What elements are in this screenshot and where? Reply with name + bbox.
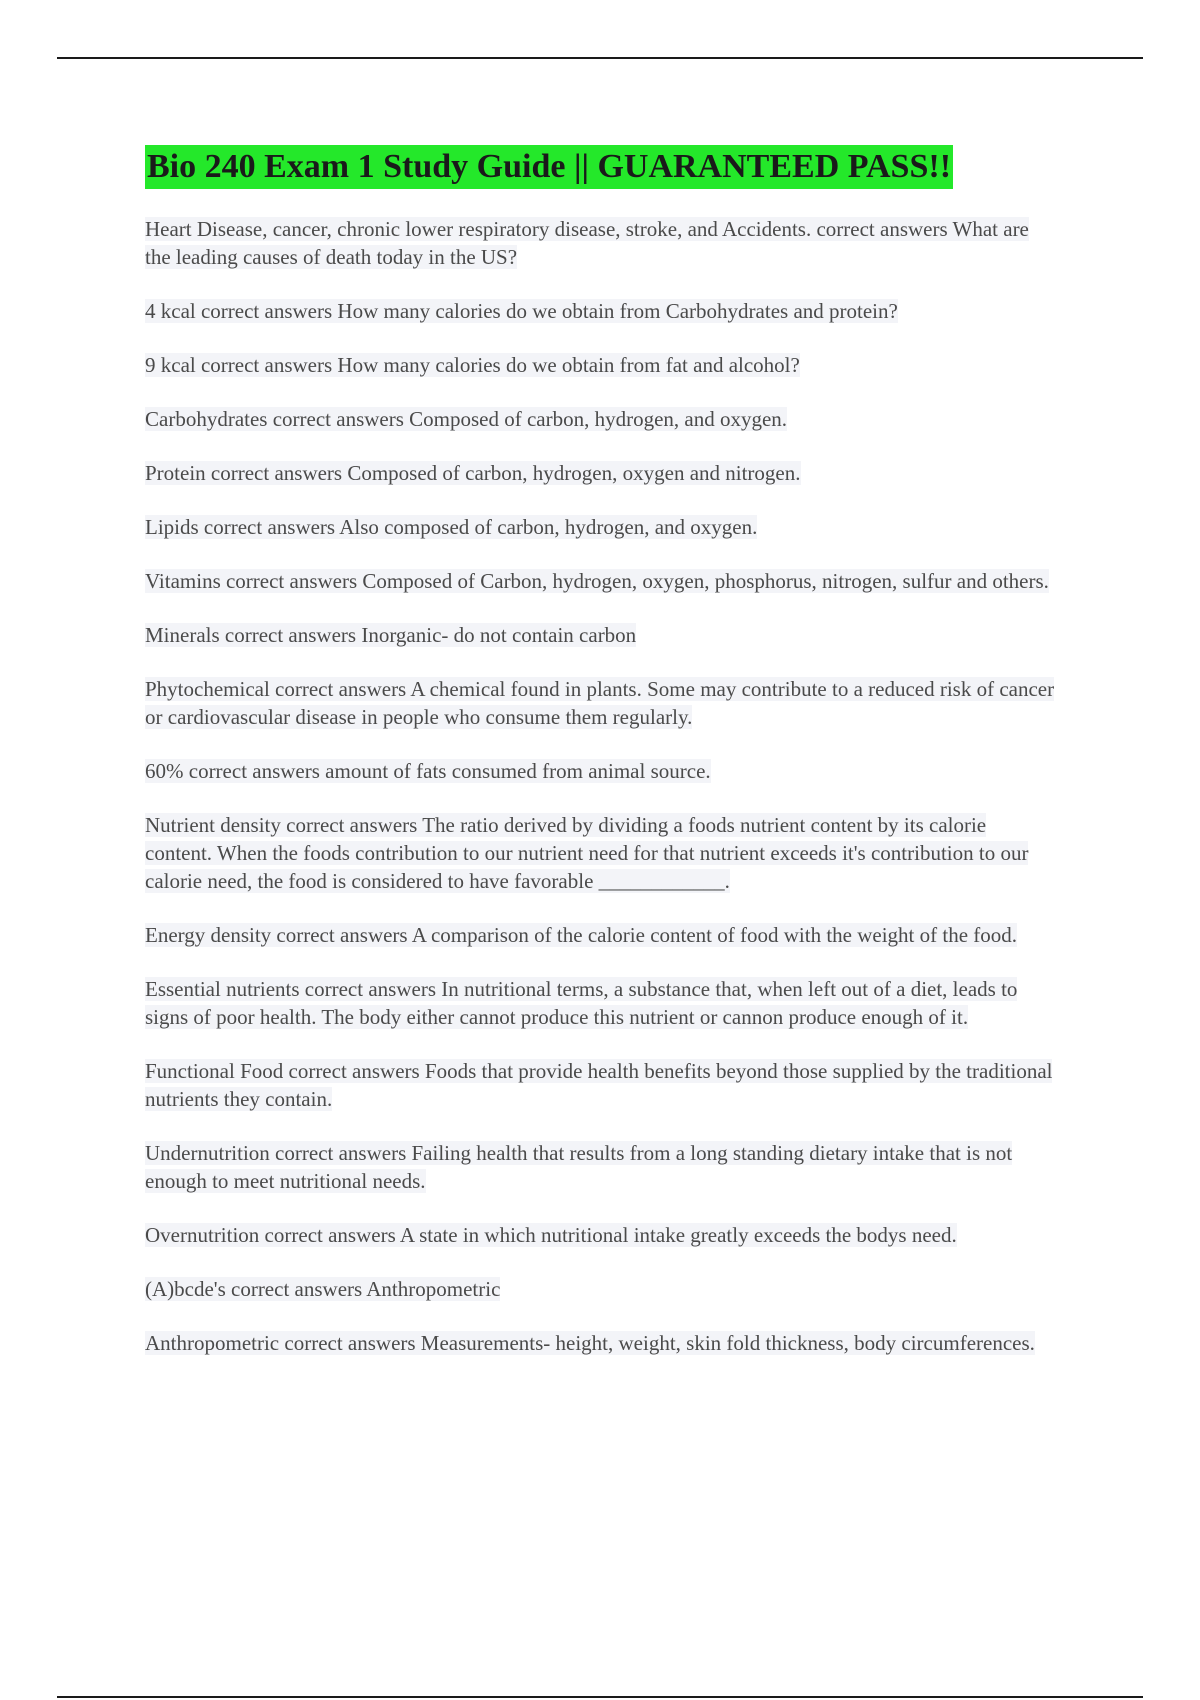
qa-entry-text: Vitamins correct answers Composed of Carbon, hydrogen, oxygen, phosphorus, nitrogen, sulfur and others. bbox=[145, 569, 1049, 593]
qa-entry bbox=[145, 1329, 1055, 1357]
qa-list bbox=[145, 215, 1055, 1357]
qa-entry bbox=[145, 811, 1055, 895]
qa-entry bbox=[145, 351, 1055, 379]
document-title: Bio 240 Exam 1 Study Guide || GUARANTEED PASS!! bbox=[145, 145, 953, 189]
qa-entry bbox=[145, 757, 1055, 785]
qa-entry-text: Functional Food correct answers Foods that provide health benefits beyond those supplied by the traditional nutrients they contain. bbox=[145, 1059, 1053, 1111]
qa-entry bbox=[145, 1275, 1055, 1303]
qa-entry-text: 4 kcal correct answers How many calories do we obtain from Carbohydrates and protein? bbox=[145, 299, 898, 323]
document-body bbox=[145, 145, 1055, 1383]
qa-entry-text: Undernutrition correct answers Failing health that results from a long standing dietary intake that is not enough to meet nutritional needs. bbox=[145, 1141, 1013, 1193]
qa-entry bbox=[145, 297, 1055, 325]
qa-entry bbox=[145, 675, 1055, 731]
page-footer-rule bbox=[57, 1696, 1143, 1698]
qa-entry bbox=[145, 921, 1055, 949]
qa-entry-text: 60% correct answers amount of fats consumed from animal source. bbox=[145, 759, 711, 783]
qa-entry bbox=[145, 405, 1055, 433]
qa-entry-text: Protein correct answers Composed of carbon, hydrogen, oxygen and nitrogen. bbox=[145, 461, 801, 485]
qa-entry bbox=[145, 975, 1055, 1031]
qa-entry-text: Nutrient density correct answers The ratio derived by dividing a foods nutrient content by its calorie content. When the foods contribution to our nutrient need for that nutrient exceeds it's contribution to our calorie need, the food is considered to have favorable ____________. bbox=[145, 813, 1029, 893]
page-header-rule bbox=[57, 57, 1143, 59]
qa-entry bbox=[145, 621, 1055, 649]
qa-entry-text: Lipids correct answers Also composed of carbon, hydrogen, and oxygen. bbox=[145, 515, 758, 539]
qa-entry bbox=[145, 513, 1055, 541]
qa-entry-text: Minerals correct answers Inorganic- do not contain carbon bbox=[145, 623, 637, 647]
qa-entry-text: Phytochemical correct answers A chemical found in plants. Some may contribute to a reduced risk of cancer or cardiovascular disease in people who consume them regularly. bbox=[145, 677, 1055, 729]
qa-entry-text: Overnutrition correct answers A state in which nutritional intake greatly exceeds the bodys need. bbox=[145, 1223, 957, 1247]
qa-entry-text: Energy density correct answers A comparison of the calorie content of food with the weight of the food. bbox=[145, 923, 1018, 947]
qa-entry-text: 9 kcal correct answers How many calories do we obtain from fat and alcohol? bbox=[145, 353, 800, 377]
qa-entry-text: Essential nutrients correct answers In nutritional terms, a substance that, when left out of a diet, leads to signs of poor health. The body either cannot produce this nutrient or cannon produce enough of it. bbox=[145, 977, 1018, 1029]
qa-entry bbox=[145, 215, 1055, 271]
qa-entry bbox=[145, 459, 1055, 487]
qa-entry bbox=[145, 567, 1055, 595]
qa-entry-text: (A)bcde's correct answers Anthropometric bbox=[145, 1277, 501, 1301]
qa-entry bbox=[145, 1139, 1055, 1195]
qa-entry bbox=[145, 1221, 1055, 1249]
qa-entry-text: Carbohydrates correct answers Composed of carbon, hydrogen, and oxygen. bbox=[145, 407, 788, 431]
qa-entry-text: Heart Disease, cancer, chronic lower respiratory disease, stroke, and Accidents. correct answers What are the leading causes of death today in the US? bbox=[145, 217, 1029, 269]
qa-entry bbox=[145, 1057, 1055, 1113]
qa-entry-text: Anthropometric correct answers Measurements- height, weight, skin fold thickness, body circumferences. bbox=[145, 1331, 1035, 1355]
